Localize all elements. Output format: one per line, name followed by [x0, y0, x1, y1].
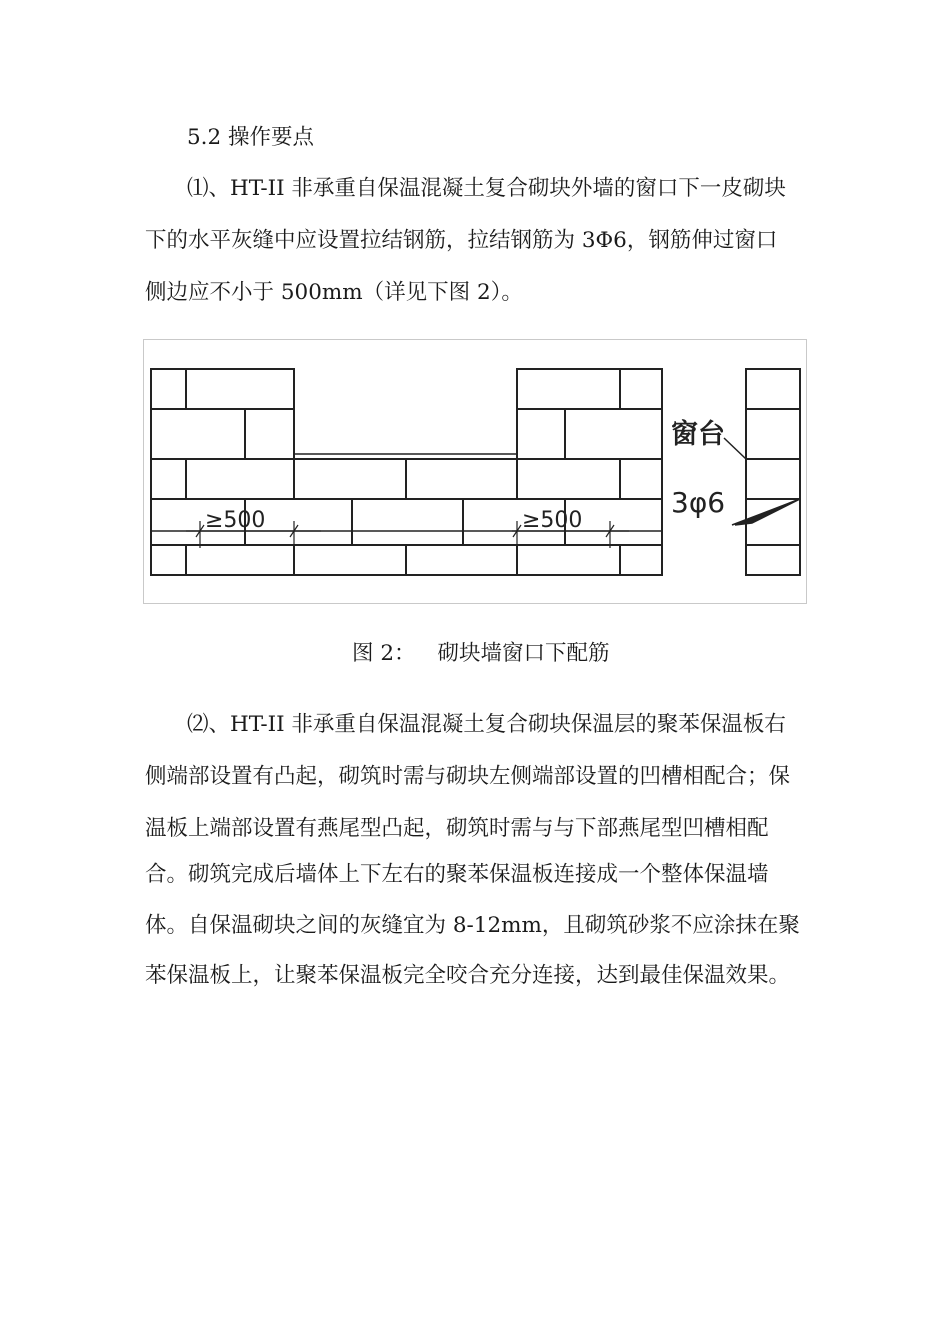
paragraph2-line-4: 合。砌筑完成后墙体上下左右的聚苯保温板连接成一个整体保温墙 [145, 862, 769, 887]
masonry-wall-diagram [144, 340, 808, 605]
figure-caption [352, 640, 610, 668]
section-heading: 5.2 操作要点 [187, 125, 315, 150]
brick [151, 409, 294, 459]
brick [151, 369, 294, 409]
paragraph1-line-3: 侧边应不小于 500mm（详见下图 2）。 [145, 280, 523, 305]
dim-label-left: ≥500 [205, 508, 266, 533]
caption-prefix: 图 2： [352, 641, 416, 666]
sill-leader [724, 438, 746, 459]
paragraph2-line-3: 温板上端部设置有燕尾型凸起，砌筑时需与与下部燕尾型凹槽相配 [145, 816, 769, 841]
label-window-sill: 窗台 [671, 419, 725, 450]
paragraph2-line-5: 体。自保温砌块之间的灰缝宜为 8-12mm，且砌筑砂浆不应涂抹在聚 [145, 913, 800, 938]
paragraph2-line-6: 苯保温板上，让聚苯保温板完全咬合充分连接，达到最佳保温效果。 [145, 963, 791, 988]
brick [517, 369, 662, 409]
paragraph2-line-2: 侧端部设置有凸起，砌筑时需与砌块左侧端部设置的凹槽相配合；保 [145, 764, 791, 789]
paragraph1-line-2: 下的水平灰缝中应设置拉结钢筋，拉结钢筋为 3Φ6，钢筋伸过窗口 [145, 228, 778, 253]
rebar-leader [732, 499, 800, 525]
dim-label-right: ≥500 [522, 508, 583, 533]
paragraph2-line-1: ⑵、HT-II 非承重自保温混凝土复合砌块保温层的聚苯保温板右 [187, 712, 786, 737]
figure-masonry-wall [143, 339, 807, 604]
paragraph1-line-1: ⑴、HT-II 非承重自保温混凝土复合砌块外墙的窗口下一皮砌块 [187, 176, 786, 201]
label-rebar: 3φ6 [671, 486, 726, 519]
brick [517, 409, 662, 459]
caption-title: 砌块墙窗口下配筋 [437, 641, 610, 666]
